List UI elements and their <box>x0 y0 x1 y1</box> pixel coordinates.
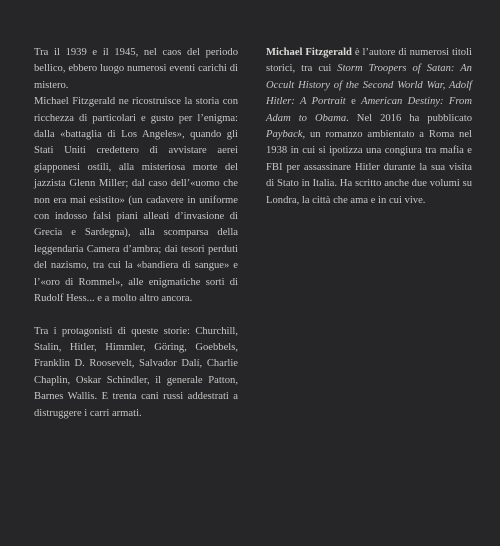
paragraph-gap <box>34 308 238 324</box>
bio-text-3: . Nel 2016 ha pubblicato <box>346 112 472 124</box>
book-title-1: Storm Troopers of Satan: An Occult History of the Second World War, Adolf Hitler: A Portrait <box>266 63 472 108</box>
author-name: Michael Fitzgerald <box>266 47 352 58</box>
author-bio <box>266 45 472 209</box>
body-paragraph: Michael Fitzgerald ne ricostruisce la storia con ricchezza di particolari e gusto per l’enigma: dalla «battaglia di Los Angeles», quando gli Stati Uniti credettero di avvistare aerei giapponesi ostili, alla misteriosa morte del jazzista Glenn Miller; dal caso dell’«uomo che non era mai esistito» (un cadavere in uniforme con indosso falsi piani alleati d’invasione di Grecia e Sardegna), alla scomparsa della leggendaria Camera d’ambra; dai tesori perduti del nazismo, tra cui la «bandiera di sangue» e l’«oro di Rommel», alle enigmatiche sorti di Rudolf Hess... e a molto altro ancora. <box>34 96 238 305</box>
bio-text-2: e <box>345 96 362 108</box>
book-title-3: Payback <box>266 129 303 141</box>
book-title-2: American Destiny: From Adam to Obama <box>266 96 472 124</box>
author-bio-column <box>266 45 472 209</box>
synopsis-column <box>34 45 238 422</box>
bio-text-4: , un romanzo ambientato a Roma nel 1938 in cui si ipotizza una congiura tra mafia e FBI per assassinare Hitler durante la sua visita di Stato in Italia. Ha scritto anche due volumi su Londra, la città che ama e in cui vive. <box>266 129 472 206</box>
protagonists-paragraph: Tra i protagonisti di queste storie: Churchill, Stalin, Hitler, Himmler, Göring, Goebbels, Franklin D. Roosevelt, Salvador Dalí, Charlie Chaplin, Oskar Schindler, il generale Patton, Barnes Wallis. E trenta cani russi addestrati a distruggere i carri armati. <box>34 325 238 419</box>
intro-paragraph: Tra il 1939 e il 1945, nel caos del periodo bellico, ebbero luogo numerosi eventi carichi di mistero. <box>34 47 238 91</box>
bio-text-1: è l’autore di numerosi titoli storici, tra cui <box>266 47 472 75</box>
